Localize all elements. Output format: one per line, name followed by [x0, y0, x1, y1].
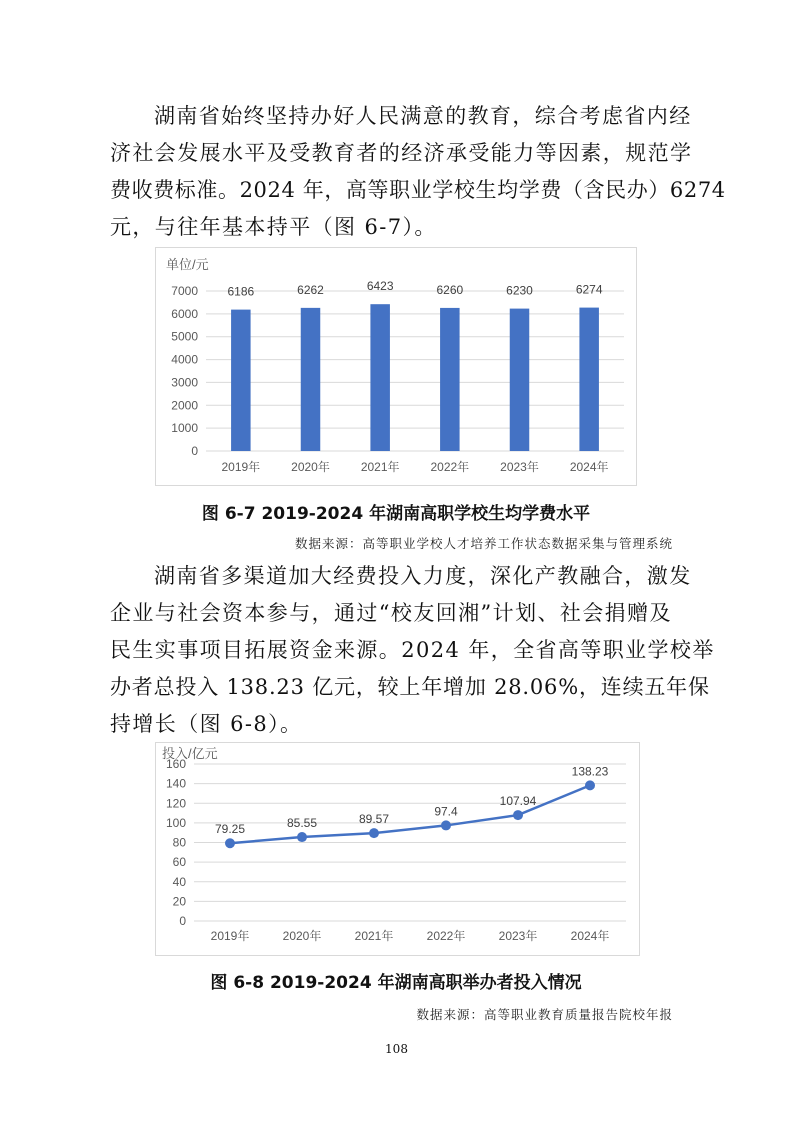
data-label: 85.55	[286, 816, 318, 831]
paragraph-line: 企业与社会资本参与，通过“校友回湘”计划、社会捐赠及	[110, 601, 672, 625]
x-tick-label: 2019年	[210, 929, 250, 943]
data-label: 79.25	[214, 822, 246, 837]
y-tick-label: 2000	[171, 398, 198, 413]
paragraph-line: 办者总投入 138.23 亿元，较上年增加 28.06%，连续五年保	[110, 675, 710, 699]
y-tick-label: 4000	[171, 352, 198, 367]
data-label: 107.94	[499, 794, 537, 809]
paragraph-investment	[110, 558, 715, 743]
x-tick-label: 2020年	[291, 460, 330, 474]
bar	[370, 304, 390, 451]
figure-source-6-8: 数据来源：高等职业教育质量报告院校年报	[416, 1007, 673, 1022]
bar	[301, 308, 321, 451]
y-tick-label: 3000	[171, 375, 198, 390]
data-point	[225, 838, 235, 848]
y-tick-label: 5000	[171, 329, 198, 344]
x-tick-label: 2024年	[570, 929, 610, 943]
y-axis-title: 投入/亿元	[162, 746, 218, 761]
paragraph-line: 持增长（图 6-8）。	[110, 712, 303, 736]
data-label: 6260	[436, 282, 464, 297]
bar	[510, 309, 530, 451]
bar	[231, 310, 251, 451]
data-point	[441, 820, 451, 830]
x-tick-label: 2020年	[282, 929, 322, 943]
x-tick-label: 2023年	[498, 929, 538, 943]
page-number: 108	[385, 1042, 408, 1056]
y-tick-label: 80	[172, 835, 186, 850]
y-tick-label: 140	[165, 776, 186, 791]
data-label: 6423	[366, 279, 394, 294]
paragraph-line: 湖南省始终坚持办好人民满意的教育，综合考虑省内经	[154, 104, 692, 128]
y-tick-label: 100	[165, 815, 186, 830]
paragraph-line: 民生实事项目拓展资金来源。2024 年，全省高等职业学校举	[110, 638, 715, 662]
data-label: 6262	[297, 282, 324, 297]
investment-line-chart	[155, 742, 640, 956]
figure-caption-6-8: 图 6-8 2019-2024 年湖南高职举办者投入情况	[210, 973, 582, 993]
paragraph-line: 元，与往年基本持平（图 6-7）。	[110, 215, 437, 239]
paragraph-line: 济社会发展水平及受教育者的经济承受能力等因素，规范学	[110, 141, 693, 165]
tuition-bar-chart	[155, 247, 637, 486]
y-tick-label: 7000	[171, 284, 198, 298]
x-tick-label: 2021年	[354, 929, 394, 943]
y-tick-label: 160	[165, 757, 186, 771]
data-label: 6186	[227, 284, 255, 299]
data-label: 6230	[506, 283, 533, 298]
x-tick-label: 2022年	[426, 929, 466, 943]
paragraph-line: 湖南省多渠道加大经费投入力度，深化产教融合，激发	[154, 564, 692, 588]
data-label: 138.23	[571, 764, 609, 779]
y-tick-label: 60	[172, 855, 186, 870]
x-tick-label: 2021年	[360, 460, 400, 474]
x-tick-label: 2024年	[569, 460, 609, 474]
paragraph-tuition	[110, 98, 726, 246]
y-axis-title: 单位/元	[166, 257, 209, 272]
y-tick-label: 20	[172, 894, 186, 909]
data-point	[585, 780, 595, 790]
x-tick-label: 2022年	[430, 460, 470, 474]
paragraph-line: 费收费标准。2024 年，高等职业学校生均学费（含民办）6274	[110, 178, 726, 202]
bar	[579, 308, 599, 451]
figure-source-6-7: 数据来源：高等职业学校人才培养工作状态数据采集与管理系统	[294, 536, 673, 551]
y-tick-label: 120	[165, 796, 186, 811]
x-tick-label: 2019年	[221, 460, 261, 474]
y-tick-label: 6000	[171, 306, 198, 321]
data-label: 97.4	[434, 804, 458, 819]
y-tick-label: 0	[179, 914, 186, 928]
data-point	[297, 832, 307, 842]
figure-caption-6-7: 图 6-7 2019-2024 年湖南高职学校生均学费水平	[201, 504, 591, 524]
y-tick-label: 0	[191, 444, 198, 458]
bar	[440, 308, 460, 451]
x-tick-label: 2023年	[500, 460, 539, 474]
y-tick-label: 40	[172, 874, 186, 889]
y-tick-label: 1000	[171, 421, 198, 436]
data-label: 6274	[575, 282, 603, 297]
data-point	[513, 810, 523, 820]
data-label: 89.57	[358, 812, 390, 827]
data-point	[369, 828, 379, 838]
tuition-chart-svg	[156, 248, 636, 485]
investment-chart-svg	[156, 743, 639, 955]
